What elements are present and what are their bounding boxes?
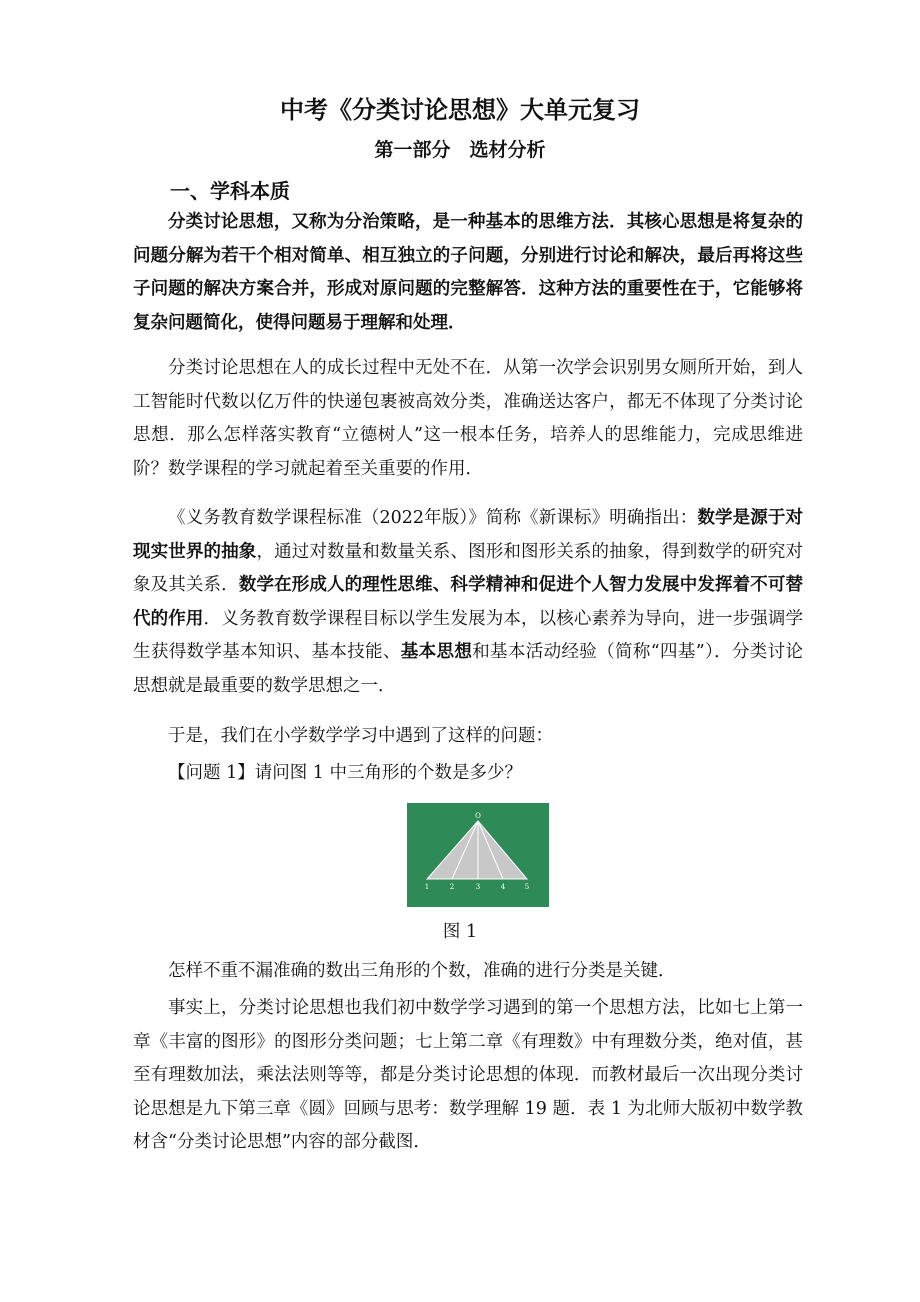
paragraph-3 [133, 502, 803, 703]
figure-caption: 图 1 [442, 922, 478, 942]
base-label-4: 4 [500, 883, 506, 891]
paragraph-4: 于是，我们在小学数学学习中遇到了这样的问题： [168, 726, 553, 746]
question-1: 【问题 1】请问图 1 中三角形的个数是多少？ [168, 763, 522, 783]
base-label-2: 2 [449, 883, 455, 891]
page-subtitle: 第一部分 选材分析 [374, 139, 546, 161]
paragraph-3-text-a: 《义务教育数学课程标准（2022年版）》简称《新课标》明确指出： [168, 508, 698, 528]
figure-1 [407, 803, 549, 907]
paragraph-2: 分类讨论思想在人的成长过程中无处不在．从第一次学会识别男女厕所开始，到人工智能时代数以亿万件的快递包裹被高效分类，准确送达客户，都无不体现了分类讨论思想．那么怎样落实教育“立德树人”这一根本任务，培养人的思维能力，完成思维进阶？数学课程的学习就起着至关重要的作用． [133, 358, 803, 479]
paragraph-3-text-c: ，通过对数量和数量关系、图形和图形关系的抽象，得到数学的研究对象及其关系． [133, 541, 804, 595]
paragraph-3-text-e: ．义务教育数学课程目标以学生发展为本，以核心素养为导向，进一步强调学生获得数学基本知识、基本技能、 [133, 608, 804, 662]
page-title: 中考《分类讨论思想》大单元复习 [280, 95, 640, 124]
paragraph-7: 事实上，分类讨论思想也我们初中数学学习遇到的第一个思想方法，比如七上第一章《丰富的图形》的图形分类问题；七上第二章《有理数》中有理数分类，绝对值，甚至有理数加法，乘法法则等等，都是分类讨论思想的体现．而教材最后一次出现分类讨论思想是九下第三章《圆》回顾与思考：数学理解 19 题．表 1 为北师大版初中数学教材含“分类讨论思想”内容的部分截图． [133, 998, 803, 1152]
paragraph-3-text-g: 和基本活动经验（简称“四基”）．分类讨论思想就是最重要的数学思想之一． [133, 642, 804, 696]
base-label-1: 1 [424, 883, 430, 891]
base-label-3: 3 [475, 883, 481, 891]
apex-label: O [475, 812, 481, 820]
paragraph-3-bold-d: 数学在形成人的理性思维、科学精神和促进个人智力发展中发挥着不可替代的作用 [133, 575, 803, 629]
triangle-figure [407, 803, 549, 907]
paragraph-1: 分类讨论思想，又称为分治策略，是一种基本的思维方法．其核心思想是将复杂的问题分解为若干个相对简单、相互独立的子问题，分别进行讨论和解决，最后再将这些子问题的解决方案合并，形成对原问题的完整解答．这种方法的重要性在于，它能够将复杂问题简化，使得问题易于理解和处理． [133, 212, 803, 333]
paragraph-6: 怎样不重不漏准确的数出三角形的个数，准确的进行分类是关键． [168, 961, 676, 981]
section-heading: 一、学科本质 [170, 179, 290, 203]
paragraph-3-bold-b: 数学是源于对现实世界的抽象 [133, 508, 803, 562]
paragraph-3-bold-f: 基本思想 [400, 642, 473, 662]
base-label-5: 5 [524, 883, 530, 891]
